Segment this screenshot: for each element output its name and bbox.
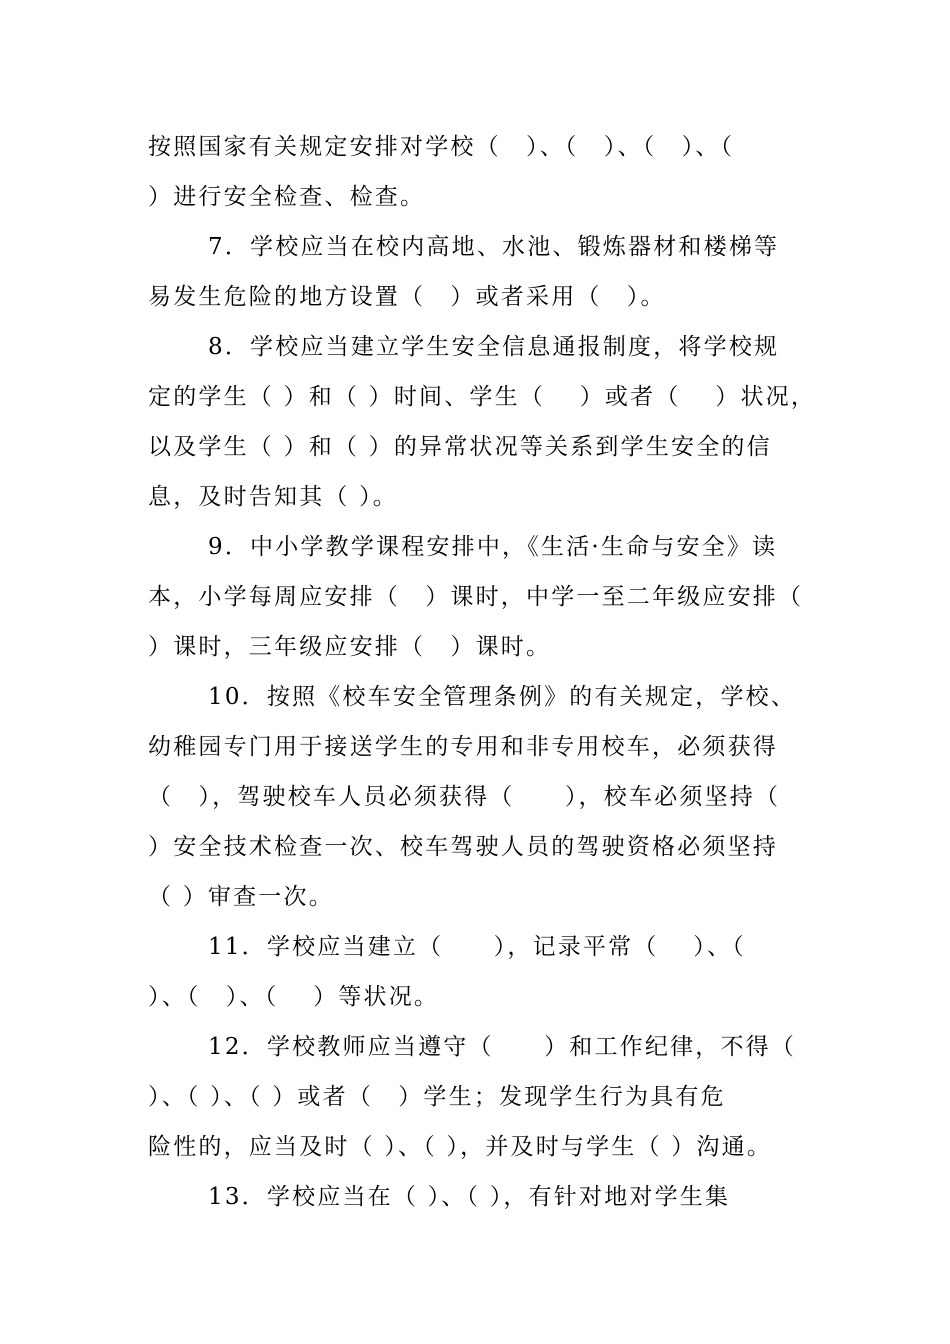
text-line: 9．中小学教学课程安排中，《生活·生命与安全》读 bbox=[208, 534, 778, 560]
text-line: ）、（ ）、（ ）或者（ ）学生；发现学生行为具有危 bbox=[148, 1084, 726, 1110]
text-line: ）课时，三年级应安排（ ）课时。 bbox=[148, 634, 552, 660]
text-line: 以及学生（ ）和（ ）的异常状况等关系到学生安全的信 bbox=[148, 434, 772, 460]
text-line: 易发生危险的地方设置（ ）或者采用（ ）。 bbox=[148, 284, 666, 310]
text-line: （ ）审查一次。 bbox=[148, 884, 334, 910]
text-line: ）、（ ）、（ ）等状况。 bbox=[148, 984, 440, 1010]
text-line: （ ），驾驶校车人员必须获得（ ），校车必须坚持（ bbox=[148, 784, 781, 810]
text-line: 7．学校应当在校内高地、水池、锻炼器材和楼梯等 bbox=[208, 234, 780, 260]
text-line: 12．学校教师应当遵守（ ）和工作纪律，不得（ bbox=[208, 1034, 797, 1060]
text-line: 13．学校应当在（ ）、（ ），有针对地对学生集 bbox=[208, 1184, 731, 1210]
text-line: 定的学生（ ）和（ ）时间、学生（ ）或者（ ）状况， bbox=[148, 384, 817, 410]
text-line: 按照国家有关规定安排对学校（ ）、（ ）、（ ）、（ bbox=[148, 134, 735, 160]
text-line: 息，及时告知其（ ）。 bbox=[148, 484, 399, 510]
text-line: 11．学校应当建立（ ），记录平常（ ）、（ bbox=[208, 934, 746, 960]
text-line: 幼稚园专门用于接送学生的专用和非专用校车，必须获得 bbox=[148, 734, 778, 760]
text-line: 本，小学每周应安排（ ）课时，中学一至二年级应安排（ bbox=[148, 584, 804, 610]
document-body bbox=[148, 122, 817, 1222]
text-line: 8．学校应当建立学生安全信息通报制度，将学校规 bbox=[208, 334, 780, 360]
text-line: ）进行安全检查、检查。 bbox=[148, 184, 426, 210]
text-line: 10．按照《校车安全管理条例》的有关规定，学校、 bbox=[208, 684, 797, 710]
text-line: ）安全技术检查一次、校车驾驶人员的驾驶资格必须坚持 bbox=[148, 834, 778, 860]
text-line: 险性的，应当及时（ ）、（ ），并及时与学生（ ）沟通。 bbox=[148, 1134, 773, 1160]
